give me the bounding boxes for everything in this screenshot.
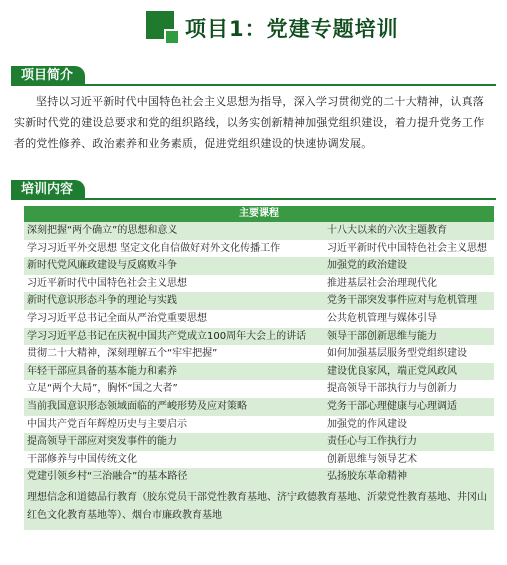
table-row xyxy=(24,380,494,398)
course-cell-left: 学习习近平总书记全面从严治党重要思想 xyxy=(27,312,207,324)
table-row xyxy=(24,363,494,381)
table-row xyxy=(24,416,494,434)
table-row xyxy=(24,398,494,416)
course-cell-right: 责任心与工作执行力 xyxy=(327,436,417,448)
table-row xyxy=(24,310,494,328)
divider xyxy=(11,198,496,200)
page-title: 项目1：党建专题培训 xyxy=(185,17,399,41)
section-heading: 项目简介 xyxy=(11,66,85,86)
section-header-intro xyxy=(11,66,496,86)
course-cell-right: 推进基层社会治理现代化 xyxy=(327,277,437,289)
table-row xyxy=(24,222,494,240)
table-row xyxy=(24,328,494,346)
course-cell-left: 年轻干部应具备的基本能力和素养 xyxy=(27,365,177,377)
title-bar xyxy=(0,0,507,52)
course-cell-left: 习近平新时代中国特色社会主义思想 xyxy=(27,277,187,289)
course-cell-right: 加强党的政治建设 xyxy=(327,260,407,272)
table-row xyxy=(24,345,494,363)
course-cell-right: 党务干部突发事件应对与危机管理 xyxy=(327,295,477,307)
intro-paragraph: 坚持以习近平新时代中国特色社会主义思想为指导，深入学习贯彻党的二十大精神，认真落实新时代党的建设总要求和党的组织路线，以务实创新精神加强党组织建设，着力提升党务工作者的党性修养、政治素养和业务素质，促进党组织建设的快速协调发展。 xyxy=(14,95,485,150)
course-cell-left: 学习习近平外交思想 坚定文化自信做好对外文化传播工作 xyxy=(27,242,281,254)
course-cell-left: 新时代意识形态斗争的理论与实践 xyxy=(27,295,177,307)
table-row xyxy=(24,275,494,293)
divider xyxy=(11,84,496,86)
table-header: 主要课程 xyxy=(24,206,494,222)
course-cell-right: 党务干部心理健康与心理调适 xyxy=(327,400,457,412)
table-row xyxy=(24,257,494,275)
course-cell-right: 提高领导干部执行力与创新力 xyxy=(327,383,457,395)
course-cell-right: 十八大以来的六次主题教育 xyxy=(327,225,447,236)
course-cell-right: 公共危机管理与媒体引导 xyxy=(327,312,437,324)
course-cell-left: 学习习近平总书记在庆祝中国共产党成立100周年大会上的讲话 xyxy=(27,330,307,342)
course-cell-left: 深刻把握“两个确立”的思想和意义 xyxy=(27,225,178,236)
logo-icon xyxy=(146,11,180,45)
course-cell-left: 当前我国意识形态领域面临的严峻形势及应对策略 xyxy=(27,400,247,412)
course-cell-left: 中国共产党百年辉煌历史与主要启示 xyxy=(27,418,187,430)
course-cell-right: 加强党的作风建设 xyxy=(327,418,407,430)
table-row xyxy=(24,451,494,469)
course-cell-right: 习近平新时代中国特色社会主义思想 xyxy=(327,242,487,254)
course-cell-left: 干部修养与中国传统文化 xyxy=(27,453,137,465)
table-row-last: 理想信念和道德品行教育（胶东党员干部党性教育基地、济宁政德教育基地、沂蒙党性教育基地、井冈山红色文化教育基地等）、烟台市廉政教育基地 xyxy=(24,486,494,530)
course-cell-right: 领导干部创新思维与能力 xyxy=(327,330,437,342)
table-row xyxy=(24,433,494,451)
course-cell-left: 贯彻二十大精神，深刻理解五个“牢牢把握” xyxy=(27,348,218,360)
table-row xyxy=(24,240,494,258)
course-cell-left: 提高领导干部应对突发事件的能力 xyxy=(27,436,177,448)
course-cell-right: 弘扬胶东革命精神 xyxy=(327,471,407,483)
course-cell-left: 党建引领乡村“三治融合”的基本路径 xyxy=(27,471,188,483)
table-row xyxy=(24,468,494,486)
course-cell-right: 如何加强基层服务型党组织建设 xyxy=(327,348,467,360)
section-header-content xyxy=(11,180,496,200)
course-cell-left: 立足“两个大局”，胸怀“国之大者” xyxy=(27,383,178,395)
table-row xyxy=(24,292,494,310)
course-table xyxy=(24,206,494,530)
course-cell-right: 建设优良家风，端正党风政风 xyxy=(327,365,457,377)
course-cell-right: 创新思维与领导艺术 xyxy=(327,453,417,465)
section-heading: 培训内容 xyxy=(11,180,85,200)
course-cell-left: 新时代党风廉政建设与反腐败斗争 xyxy=(27,260,177,272)
